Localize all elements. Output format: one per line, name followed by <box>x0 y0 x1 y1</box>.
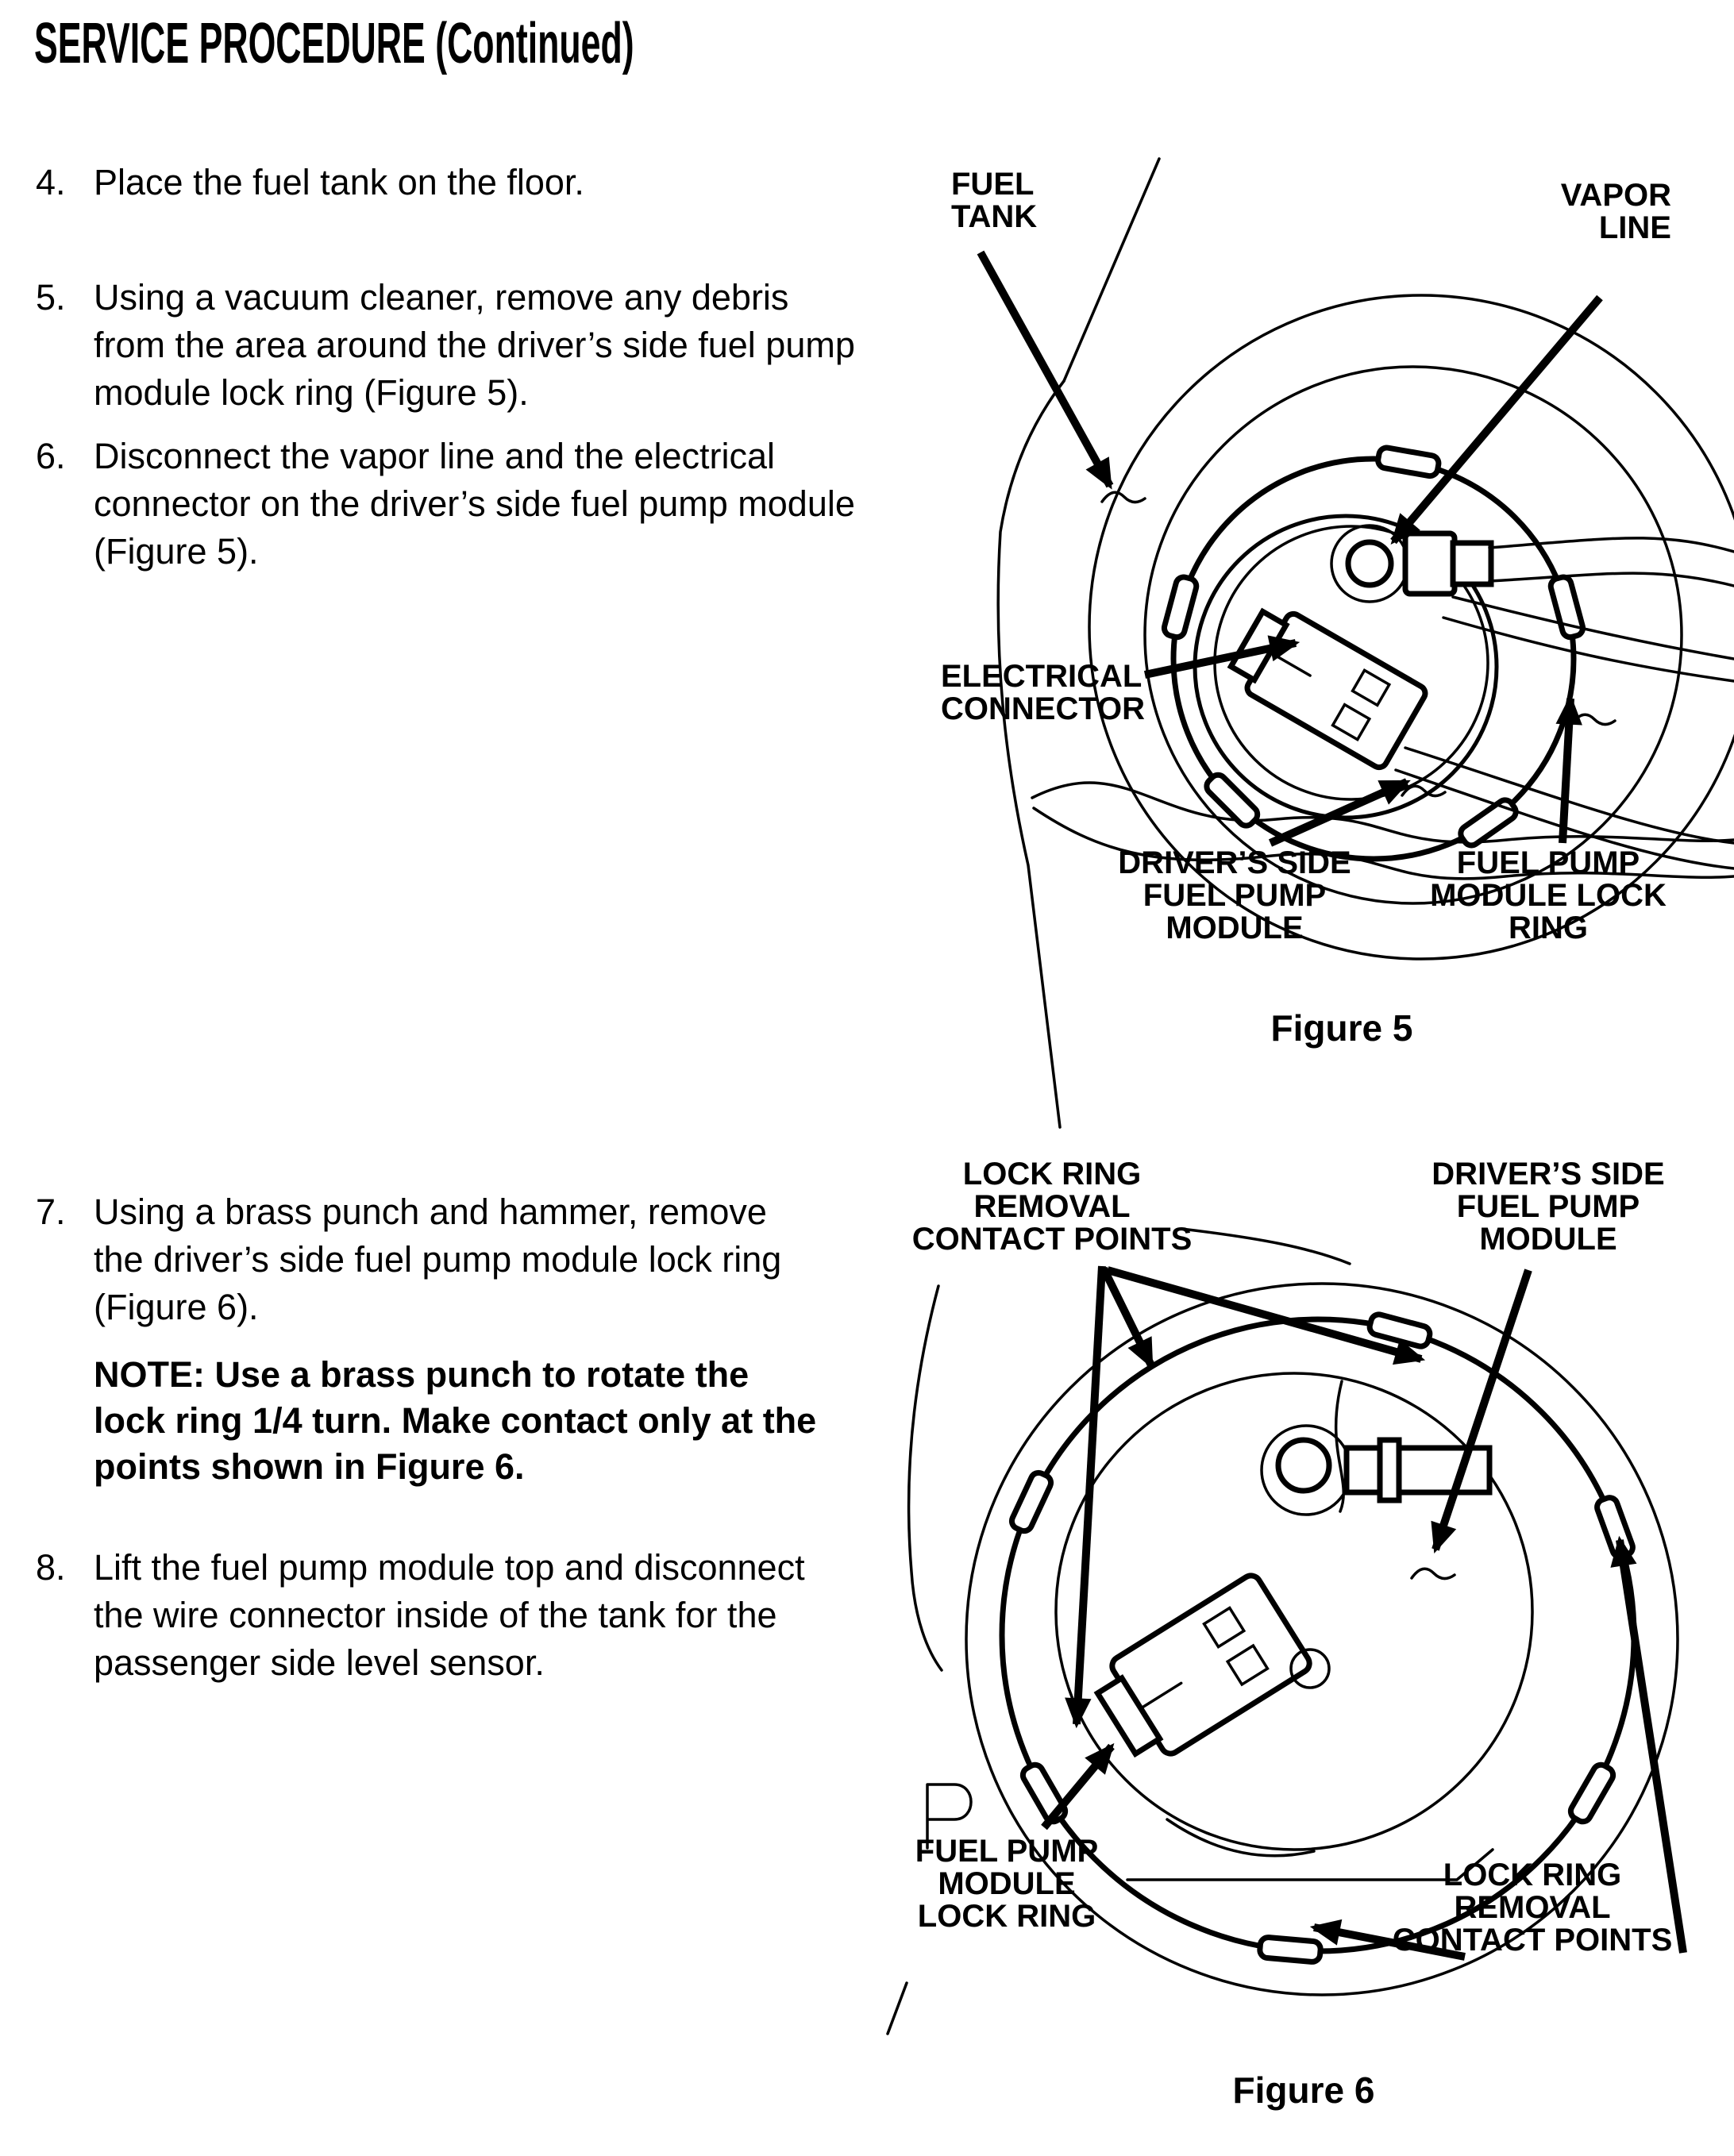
lock-ring-tab <box>1377 446 1439 477</box>
figure5-caption: Figure 5 <box>1270 1007 1413 1049</box>
lock-ring-tab <box>1009 1470 1054 1534</box>
figure5-diagram <box>897 151 1734 1135</box>
step-text: Disconnect the vapor line and the electrical connector on the driver’s side fuel pump module (Figure 5). <box>94 436 855 572</box>
step-text: Place the fuel tank on the floor. <box>94 162 584 202</box>
figure5-label-vapor-line: VAPOR LINE <box>1560 178 1671 245</box>
step-8 <box>36 1544 885 1687</box>
lock-ring-tab <box>1259 1937 1321 1963</box>
step-number: 6. <box>36 436 66 476</box>
tank-outline <box>998 159 1734 1127</box>
step-4 <box>36 159 885 206</box>
note-block: NOTE: Use a brass punch to rotate the lock ring 1/4 turn. Make contact only at the points shown in Figure 6. <box>94 1354 817 1487</box>
figure6-label-contact-points-bottom: LOCK RING REMOVAL CONTACT POINTS <box>1392 1858 1673 1958</box>
lock-ring-tab <box>1162 576 1198 639</box>
arrow-contact-left-vertical <box>1077 1266 1102 1724</box>
figure5-label-lock-ring: FUEL PUMP MODULE LOCK RING <box>1430 845 1667 945</box>
arrow-drivers-side-module <box>1435 1270 1528 1550</box>
figure6-caption: Figure 6 <box>1232 2069 1375 2111</box>
lock-ring-tab <box>1568 1762 1616 1825</box>
step-5 <box>36 274 885 417</box>
figure5-label-fuel-tank: FUEL TANK <box>951 167 1038 234</box>
lock-ring-tab <box>1020 1762 1069 1825</box>
step-text: Lift the fuel pump module top and disconnect the wire connector inside of the tank for the passenger side level sensor. <box>94 1547 805 1683</box>
step-number: 8. <box>36 1547 66 1588</box>
figure6-label-drivers-side-module: DRIVER’S SIDE FUEL PUMP MODULE <box>1432 1157 1665 1257</box>
step-number: 4. <box>36 162 66 202</box>
step-text: Using a brass punch and hammer, remove the driver’s side fuel pump module lock ring (Figure 6). <box>94 1192 782 1327</box>
squiggle-marks <box>1412 1569 1455 1578</box>
step-7 <box>36 1188 885 1331</box>
step-number: 7. <box>36 1192 66 1232</box>
page-title: SERVICE PROCEDURE (Continued) <box>34 12 634 75</box>
step-6 <box>36 433 885 576</box>
figure5-label-drivers-side-module: DRIVER’S SIDE FUEL PUMP MODULE <box>1118 845 1351 945</box>
step-text: Using a vacuum cleaner, remove any debris from the area around the driver’s side fuel pump module lock ring (Figure 5). <box>94 277 855 413</box>
electrical-connector-part <box>1223 599 1428 770</box>
figure6-label-lock-ring: FUEL PUMP MODULE LOCK RING <box>915 1834 1099 1934</box>
step-number: 5. <box>36 277 66 318</box>
figure5-label-electrical-connector: ELECTRICAL CONNECTOR <box>941 659 1146 726</box>
lock-ring-tab <box>1549 576 1585 639</box>
electrical-connector-part <box>1087 1572 1313 1770</box>
figure6-label-contact-points-top: LOCK RING REMOVAL CONTACT POINTS <box>911 1157 1193 1257</box>
arrow-vapor-line <box>1393 298 1600 541</box>
arrow-fuel-tank <box>981 252 1110 486</box>
lock-ring-tab <box>1595 1496 1635 1559</box>
